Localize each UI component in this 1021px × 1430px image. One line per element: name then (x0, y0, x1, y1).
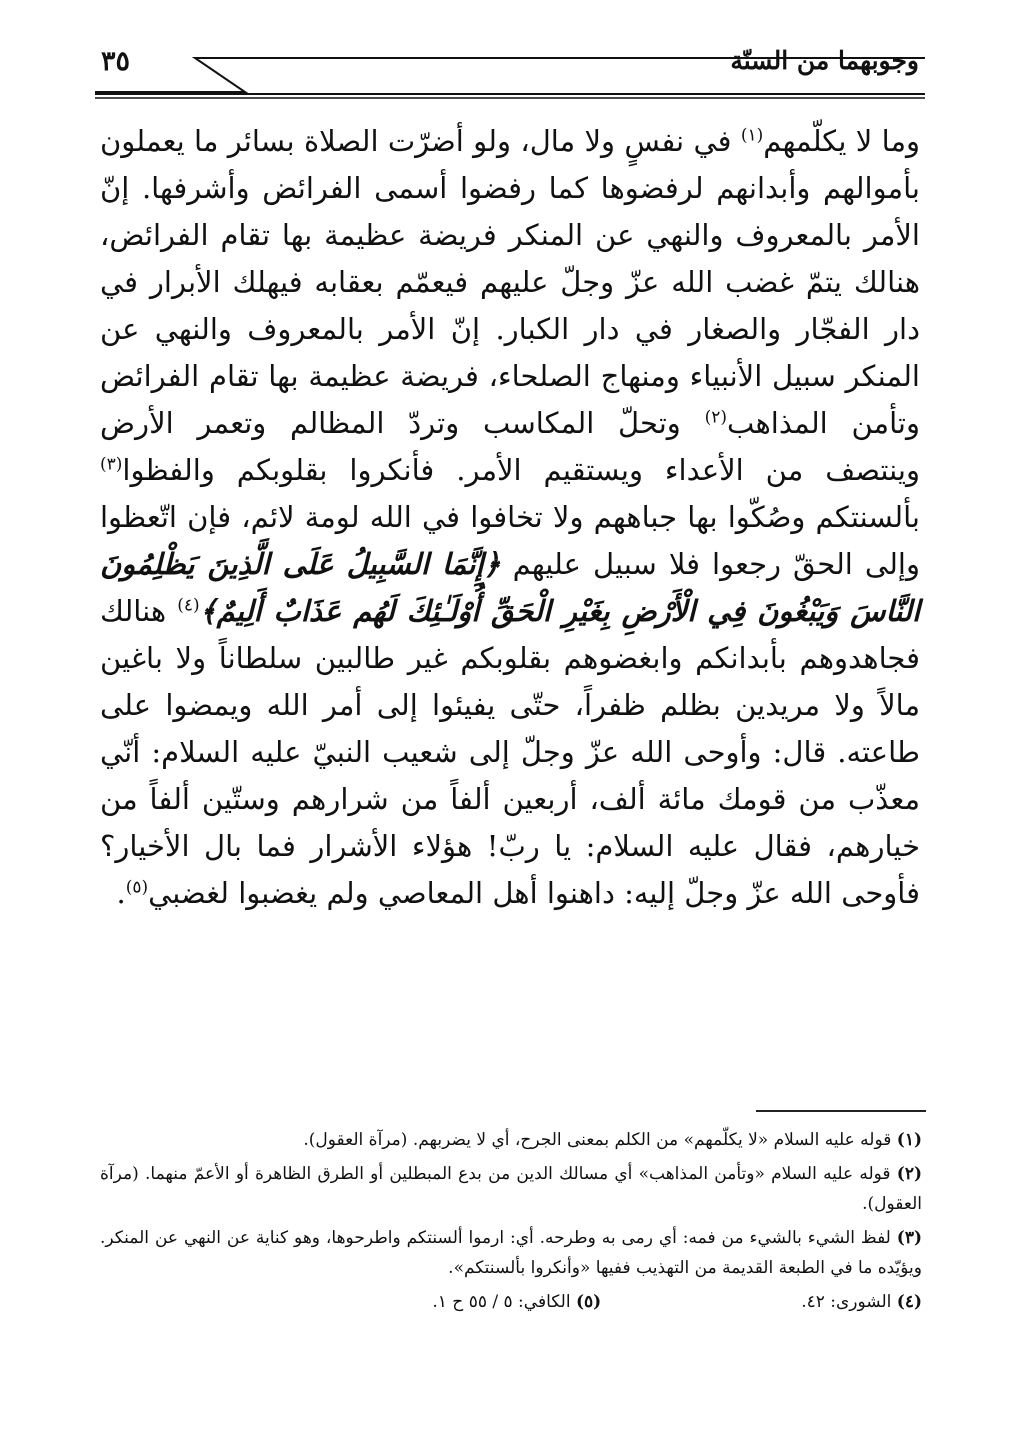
footnote-divider (756, 1110, 926, 1112)
footnote-5 (432, 1287, 601, 1317)
footnote-1 (100, 1125, 922, 1155)
footnote-text: قوله عليه السلام «لا يكلّمهم» من الكلم بمعنى الجرح، أي لا يضربهم. (مرآة العقول). (303, 1130, 897, 1150)
quran-verse: ﴿إِنَّمَا السَّبِيلُ عَلَى الَّذِينَ يَظْلِمُونَ النَّاسَ وَيَبْغُونَ فِي الْأَرْضِ بِغَيْرِ الْحَقِّ أُوْلَـٰئِكَ لَهُم عَذَابٌ أَلِيمٌ﴾ (100, 547, 921, 628)
footnote-3 (100, 1223, 922, 1283)
footnote-ref-5: (٥) (125, 877, 149, 898)
text-segment: في نفسٍ ولا مال، ولو أضرّت الصلاة بسائر ما يعملون بأموالهم وأبدانهم لرفضوها كما رفضوا أسمى الفرائض وأشرفها. إنّ الأمر بالمعروف والنهي عن المنكر فريضة عظيمة بها تقام الفرائض، هنالك يتمّ غضب الله عزّ وجلّ عليهم فيعمّم بعقابه فيهلك الأبرار في دار الفجّار والصغار في دار الكبار. إنّ الأمر بالمعروف والنهي عن المنكر سبيل الأنبياء ومنهاج الصلحاء، فريضة عظيمة بها تقام الفرائض وتأمن المذاهب (100, 124, 920, 440)
footnotes (100, 1125, 922, 1317)
text-segment: . (116, 876, 126, 910)
footnote-number: (٥) (575, 1292, 602, 1312)
footnote-ref-2: (٢) (704, 407, 727, 428)
footnote-ref-4: (٤) (177, 595, 200, 616)
footnote-number: (٤) (896, 1292, 922, 1312)
footnote-number: (٣) (896, 1228, 922, 1248)
footnote-4 (801, 1287, 922, 1317)
text-segment: وتحلّ المكاسب وتردّ المظالم وتعمر الأرض وينتصف من الأعداء ويستقيم الأمر. فأنكروا بقلوبكم والفظوا (100, 406, 920, 487)
main-text (100, 118, 920, 917)
footnote-row (100, 1287, 922, 1317)
footnote-2 (100, 1159, 922, 1219)
footnote-number: (٢) (896, 1164, 923, 1184)
page-header (95, 40, 925, 100)
text-segment: هنالك فجاهدوهم بأبدانكم وابغضوهم بقلوبكم غير طالبين سلطاناً ولا باغين مالاً ولا مريدين بظلم ظفراً، حتّى يفيئوا إلى أمر الله ويمضوا على طاعته. قال: وأوحى الله عزّ وجلّ إلى شعيب النبيّ عليه السلام: أنّي معذّب من قومك مائة ألف، أربعين ألفاً من شرارهم وستّين ألفاً من خيارهم، فقال عليه السلام: يا ربّ! هؤلاء الأشرار فما بال الأخيار؟ فأوحى الله عزّ وجلّ إليه: داهنوا أهل المعاصي ولم يغضبوا لغضبي (100, 594, 920, 910)
footnote-text: قوله عليه السلام «وتأمن المذاهب» أي مسالك الدين من بدع المبطلين أو الطرق الظاهرة أو الأعمّ منهما. (مرآة العقول). (100, 1164, 922, 1214)
body-paragraph (100, 118, 920, 917)
page-number: ٣٥ (101, 46, 131, 77)
footnote-text: الكافي: ٥ / ٥٥ ح ١. (432, 1292, 576, 1312)
text-segment: بألسنتكم وصُكّوا بها جباههم ولا تخافوا في الله لومة لائم، فإن اتّعظوا وإلى الحقّ رجعوا فلا سبيل عليهم (100, 500, 920, 581)
footnote-ref-1: (١) (740, 125, 764, 146)
footnote-text: الشورى: ٤٢. (801, 1292, 897, 1312)
running-title: وجوبهما من السنّة (730, 46, 919, 75)
footnote-ref-3: (٣) (100, 454, 123, 475)
footnote-number: (١) (896, 1130, 922, 1150)
footnote-text: لفظ الشيء بالشيء من فمه: أي رمى به وطرحه. أي: ارموا ألسنتكم واطرحوها، وهو كناية عن النهي عن المنكر. ويؤيّده ما في الطبعة القديمة من التهذيب ففيها «وأنكروا بألسنتكم». (100, 1228, 922, 1278)
text-segment: وما لا يكلّمهم (763, 124, 920, 158)
